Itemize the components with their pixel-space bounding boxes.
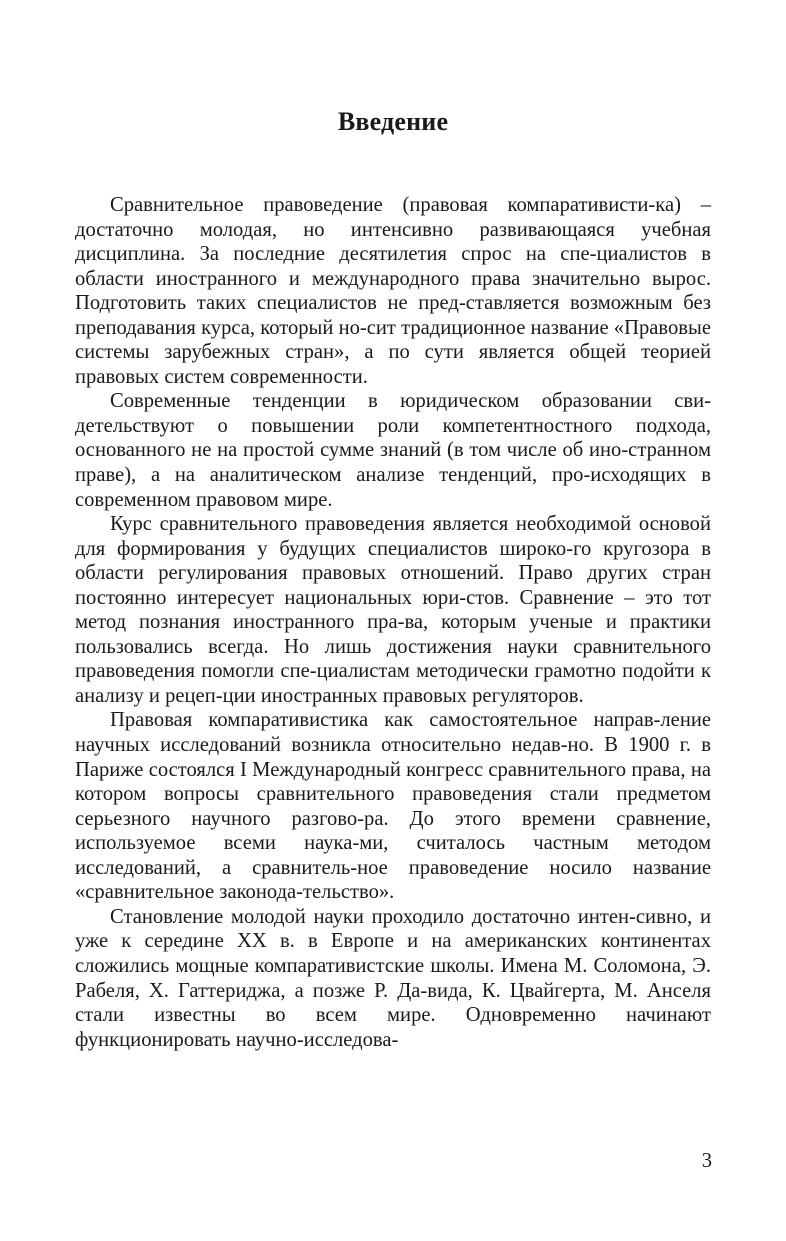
- paragraph: Становление молодой науки проходило достаточно интен-сивно, и уже к середине XX в. в Европе и на американских континентах сложились мощные компаративистские школы. Имена М. Соломона, Э. Рабеля, Х. Гаттериджа, а позже Р. Да-вида, К. Цвайгерта, М. Анселя стали известны во всем мире. Одновременно начинают функционировать научно-исследова-: [75, 905, 711, 1051]
- chapter-heading: Введение: [337, 107, 449, 136]
- paragraph: Современные тенденции в юридическом образовании сви-детельствуют о повышении роли компетентностного подхода, основанного не на простой сумме знаний (в том числе об ино-странном праве), а на аналитическом анализе тенденций, про-исходящих в современном правовом мире.: [75, 390, 711, 511]
- paragraph: Курс сравнительного правоведения является необходимой основой для формирования у будущих специалистов широко-го кругозора в области регулирования правовых отношений. Право других стран постоянно интересует национальных юри-стов. Сравнение – это тот метод познания иностранного пра-ва, которым ученые и практики пользовались всегда. Но лишь достижения науки сравнительного правоведения помогли спе-циалистам методически грамотно подойти к анализу и рецеп-ции иностранных правовых регуляторов.: [75, 513, 711, 707]
- paragraph: Правовая компаративистика как самостоятельное направ-ление научных исследований возникла относительно недав-но. В 1900 г. в Париже состоялся I Международный конгресс сравнительного права, на котором вопросы сравнительного правоведения стали предметом серьезного научного разгово-ра. До этого времени сравнение, используемое всеми наука-ми, считалось частным методом исследований, а сравнитель-ное правоведение носило название «сравнительное законода-тельство».: [75, 709, 711, 904]
- body-text: [75, 193, 711, 1052]
- paragraph: Сравнительное правоведение (правовая компаративисти-ка) – достаточно молодая, но интенсивно развивающаяся учебная дисциплина. За последние десятилетия спрос на спе-циалистов в области иностранного и международного права значительно вырос. Подготовить таких специалистов не пред-ставляется возможным без преподавания курса, который но-сит традиционное название «Правовые системы зарубежных стран», а по сути является общей теорией правовых систем современности.: [75, 194, 711, 388]
- page-number: 3: [701, 1150, 712, 1172]
